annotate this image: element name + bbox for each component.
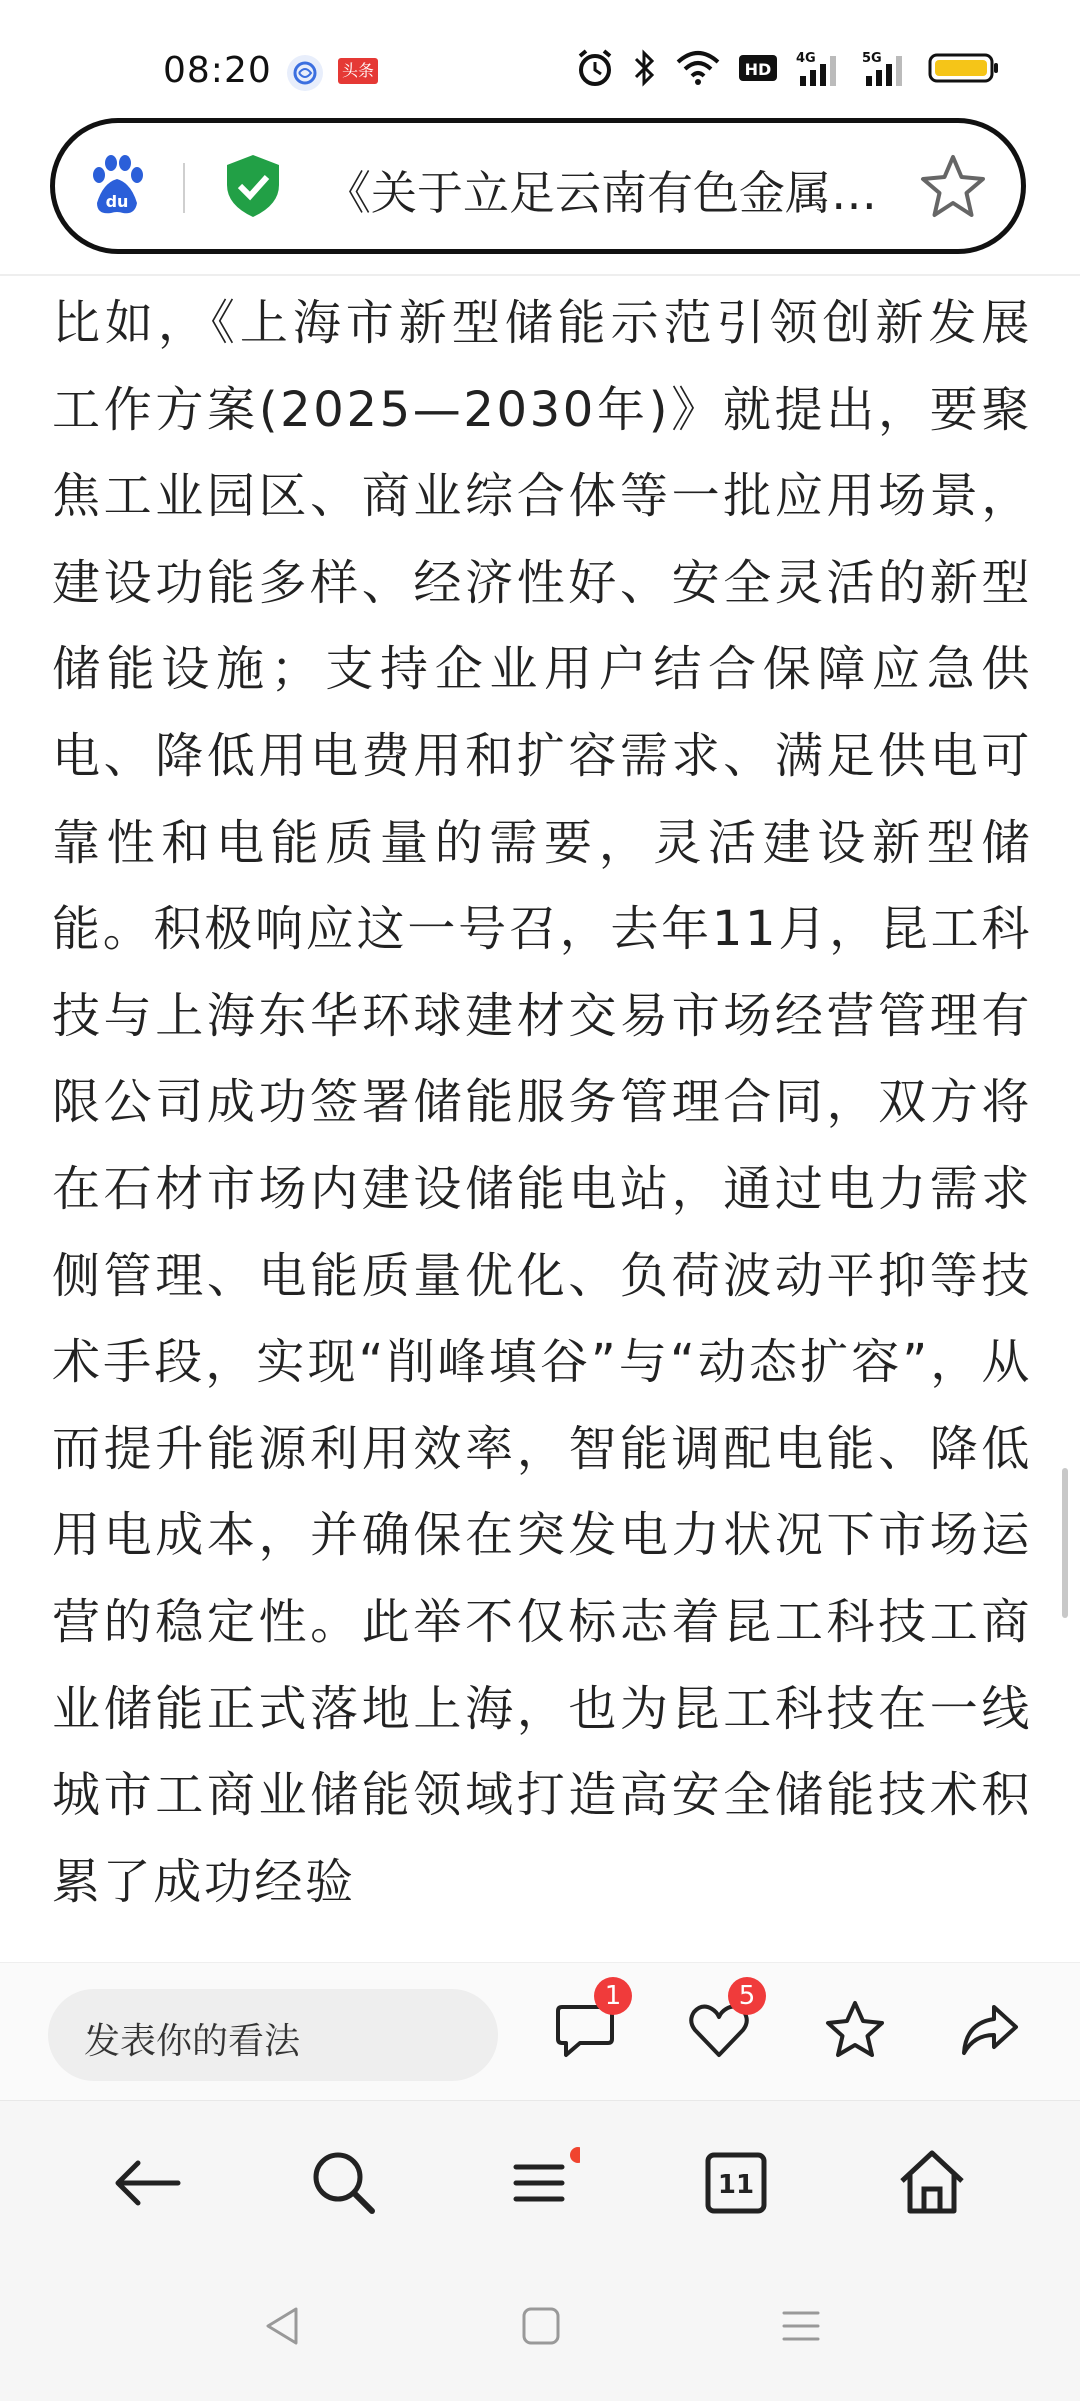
menu-button[interactable]: [500, 2143, 580, 2223]
toutiao-notification-icon: 头条: [338, 58, 378, 84]
comment-icon: [558, 2007, 612, 2055]
svg-text:du: du: [105, 192, 129, 211]
status-time: 08:20: [163, 50, 272, 91]
battery-icon: [928, 51, 1000, 89]
back-button[interactable]: [108, 2143, 188, 2223]
system-back-icon: [268, 2309, 296, 2343]
share-button[interactable]: [956, 1997, 1022, 2063]
article-body: [52, 280, 1032, 1962]
favorite-button[interactable]: [822, 1997, 888, 2063]
system-back-button[interactable]: [258, 2301, 308, 2351]
article-paragraph: 比如，《上海市新型储能示范引领创新发展工作方案(2025—2030年)》就提出，要聚焦工业园区、商业综合体等一批应用场景，建设功能多样、经济性好、安全灵活的新型储能设施；支持企业用户结合保障应急供电、降低用电费用和扩容需求、满足供电可靠性和电能质量的需要，灵活建设新型储能。积极响应这一号召，去年11月，昆工科技与上海东华环球建材交易市场经营管理有限公司成功签署储能服务管理合同，双方将在石材市场内建设储能电站，通过电力需求侧管理、电能质量优化、负荷波动平抑等技术手段，实现“削峰填谷”与“动态扩容”，从而提升能源利用效率，智能调配电能、降低用电成本，并确保在突发电力状况下市场运营的稳定性。此举不仅标志着昆工科技工商业储能正式落地上海，也为昆工科技在一线城市工商业储能领域打造高安全储能技术积累了成功经验: [52, 295, 1032, 1910]
system-home-button[interactable]: [516, 2301, 566, 2351]
menu-icon: [516, 2167, 562, 2199]
alarm-icon: [576, 48, 614, 92]
header-divider: [0, 274, 1080, 276]
wifi-icon: [676, 50, 720, 90]
comment-input-placeholder: 发表你的看法: [84, 2021, 301, 2062]
home-button[interactable]: [892, 2143, 972, 2223]
baidu-logo-icon[interactable]: [85, 153, 149, 219]
address-bar[interactable]: [50, 118, 1026, 254]
signal-5g-label: 5G: [862, 51, 882, 66]
back-arrow-icon: [118, 2163, 178, 2203]
menu-notification-dot: [570, 2147, 580, 2163]
tabs-button[interactable]: [696, 2143, 776, 2223]
bookmark-star-icon[interactable]: [917, 151, 989, 223]
bluetooth-icon: [632, 48, 658, 92]
system-home-icon: [524, 2309, 558, 2343]
like-count-badge: 5: [728, 1977, 766, 2015]
signal-4g-icon: [796, 48, 844, 92]
page-title[interactable]: 《关于立足云南有色金属…: [325, 166, 877, 220]
signal-5g-icon: [862, 48, 910, 92]
comment-bar: [0, 1962, 1080, 2101]
system-recents-button[interactable]: [776, 2301, 826, 2351]
search-button[interactable]: [304, 2143, 384, 2223]
star-icon: [828, 2003, 882, 2055]
like-button[interactable]: [686, 1981, 756, 2063]
system-recents-icon: [784, 2313, 818, 2339]
comment-input[interactable]: [48, 1989, 498, 2081]
status-bar: [0, 0, 1080, 110]
hd-label: HD: [744, 60, 772, 79]
tabs-count: 11: [717, 2170, 755, 2200]
comment-button[interactable]: [552, 1981, 622, 2063]
hd-icon: [738, 51, 778, 89]
browser-nav-bar: [0, 2100, 1080, 2401]
heart-icon: [691, 2007, 747, 2055]
share-icon: [964, 2007, 1016, 2053]
security-shield-icon[interactable]: [223, 153, 283, 219]
address-divider: [183, 163, 185, 213]
signal-4g-label: 4G: [796, 51, 816, 66]
home-icon: [902, 2153, 962, 2211]
scrollbar-thumb[interactable]: [1062, 1468, 1068, 1618]
app-notification-icon: [287, 55, 323, 91]
comment-count-badge: 1: [594, 1977, 632, 2015]
